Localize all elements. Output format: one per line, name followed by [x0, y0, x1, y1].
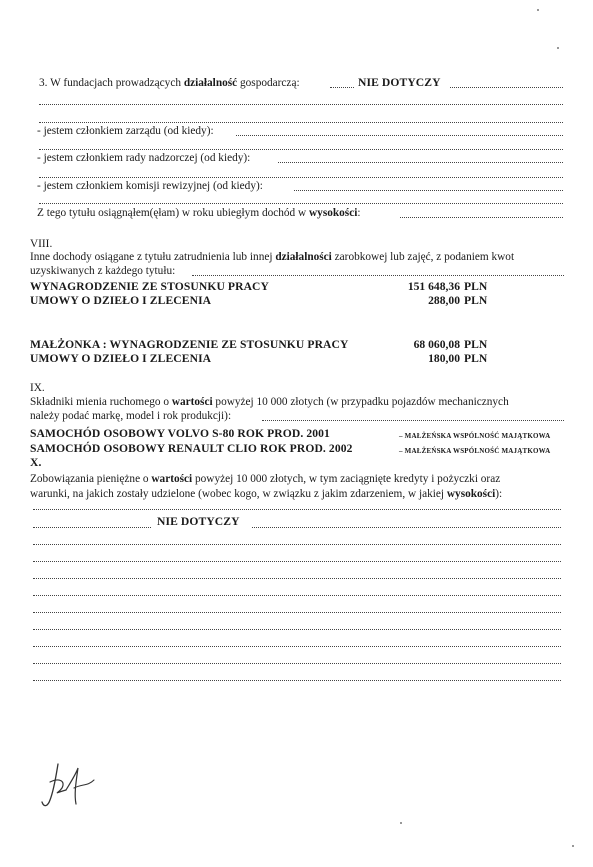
section10-line1-bold: wartości	[151, 473, 193, 485]
income-entry-currency: PLN	[464, 294, 488, 307]
income-entry-currency: PLN	[464, 352, 488, 365]
section9-line1-suffix: powyżej 10 000 złotych (w przypadku pojazdów mechanicznych	[212, 396, 509, 408]
dotted-line	[39, 177, 563, 178]
vehicle-name: SAMOCHÓD OSOBOWY RENAULT CLIO ROK PROD. 2002	[30, 442, 353, 455]
scan-speck	[537, 9, 539, 11]
section3-line	[39, 77, 300, 90]
income-entry-label: MAŁŻONKA : WYNAGRODZENIE ZE STOSUNKU PRACY	[30, 338, 349, 351]
dotted-line	[33, 680, 561, 681]
dotted-line	[33, 595, 561, 596]
income-bold: wysokości	[309, 207, 358, 219]
income-entry-amount: 288,00	[428, 294, 460, 307]
dotted-line	[252, 527, 561, 528]
income-entry-currency: PLN	[464, 338, 488, 351]
dotted-line	[39, 122, 563, 123]
section3-prefix: 3. W fundacjach prowadzących	[39, 77, 184, 89]
income-entry-label: UMOWY O DZIEŁO I ZLECENIA	[30, 352, 212, 365]
dotted-line	[33, 509, 561, 510]
signature	[36, 760, 106, 812]
dotted-line	[39, 149, 563, 150]
dotted-line	[39, 203, 563, 204]
audit-member-label: - jestem członkiem komisji rewizyjnej (od kiedy):	[37, 180, 263, 192]
dotted-line	[262, 420, 564, 421]
section3-bold: działalność	[183, 77, 238, 89]
dotted-line	[33, 527, 151, 528]
income-prefix: Z tego tytułu osiągnąłem(ęłam) w roku ubiegłym dochód w	[37, 207, 310, 219]
dotted-line	[294, 190, 563, 191]
dotted-line	[33, 578, 561, 579]
section9-line1-bold: wartości	[171, 396, 213, 408]
section8-number: VIII.	[30, 238, 53, 250]
income-entry-label: WYNAGRODZENIE ZE STOSUNKU PRACY	[30, 280, 269, 293]
section9-line2: należy podać markę, model i rok produkcji):	[30, 410, 232, 422]
section10-line1	[30, 473, 500, 486]
scan-speck	[557, 47, 559, 49]
vehicle-note: – MAŁŻEŃSKA WSPÓLNOŚĆ MAJĄTKOWA	[399, 432, 551, 440]
dotted-line	[400, 217, 563, 218]
income-entry-currency: PLN	[464, 280, 488, 293]
income-line	[37, 207, 361, 220]
dotted-line	[450, 87, 563, 88]
section8-line2: uzyskiwanych z każdego tytułu:	[30, 265, 176, 277]
section8-line1	[30, 251, 514, 264]
income-entry-label: UMOWY O DZIEŁO I ZLECENIA	[30, 294, 212, 307]
section10-value: NIE DOTYCZY	[157, 515, 240, 528]
dotted-line	[33, 629, 561, 630]
vehicle-name: SAMOCHÓD OSOBOWY VOLVO S-80 ROK PROD. 2001	[30, 427, 330, 440]
dotted-line	[278, 162, 563, 163]
dotted-line	[192, 275, 564, 276]
section9-number: IX.	[30, 382, 45, 394]
dotted-line	[33, 646, 561, 647]
section10-line2-bold: wysokości	[446, 488, 496, 500]
scan-speck	[572, 845, 574, 847]
dotted-line	[236, 135, 563, 136]
income-suffix: :	[357, 207, 361, 219]
section3-value: NIE DOTYCZY	[358, 76, 441, 89]
section10-line2	[30, 488, 502, 501]
section8-line1-bold: działalności	[275, 251, 332, 263]
section8-line1-prefix: Inne dochody osiągane z tytułu zatrudnienia lub innej	[30, 251, 276, 263]
dotted-line	[39, 104, 563, 105]
dotted-line	[33, 561, 561, 562]
section9-line1	[30, 396, 509, 409]
board-member-label: - jestem członkiem zarządu (od kiedy):	[37, 125, 214, 137]
section10-line2-prefix: warunki, na jakich zostały udzielone (wobec kogo, w związku z jakim zdarzeniem, w jakiej	[30, 488, 447, 500]
income-entry-amount: 180,00	[428, 352, 460, 365]
section3-suffix: gospodarczą:	[237, 77, 300, 89]
section9-line1-prefix: Składniki mienia ruchomego o	[30, 396, 172, 408]
section10-number: X.	[30, 456, 42, 469]
dotted-line	[33, 544, 561, 545]
income-entry-amount: 68 060,08	[413, 338, 460, 351]
section8-line1-suffix: zarobkowej lub zajęć, z podaniem kwot	[331, 251, 515, 263]
dotted-line	[33, 663, 561, 664]
vehicle-note: – MAŁŻEŃSKA WSPÓLNOŚĆ MAJĄTKOWA	[399, 447, 551, 455]
scan-speck	[400, 822, 402, 824]
section10-line1-prefix: Zobowiązania pieniężne o	[30, 473, 152, 485]
dotted-line	[33, 612, 561, 613]
supervisory-member-label: - jestem członkiem rady nadzorczej (od kiedy):	[37, 152, 251, 164]
dotted-line	[330, 87, 354, 88]
section10-line2-suffix: ):	[495, 488, 503, 500]
income-entry-amount: 151 648,36	[407, 280, 460, 293]
section10-line1-suffix: powyżej 10 000 złotych, w tym zaciągnięte kredyty i pożyczki oraz	[192, 473, 501, 485]
